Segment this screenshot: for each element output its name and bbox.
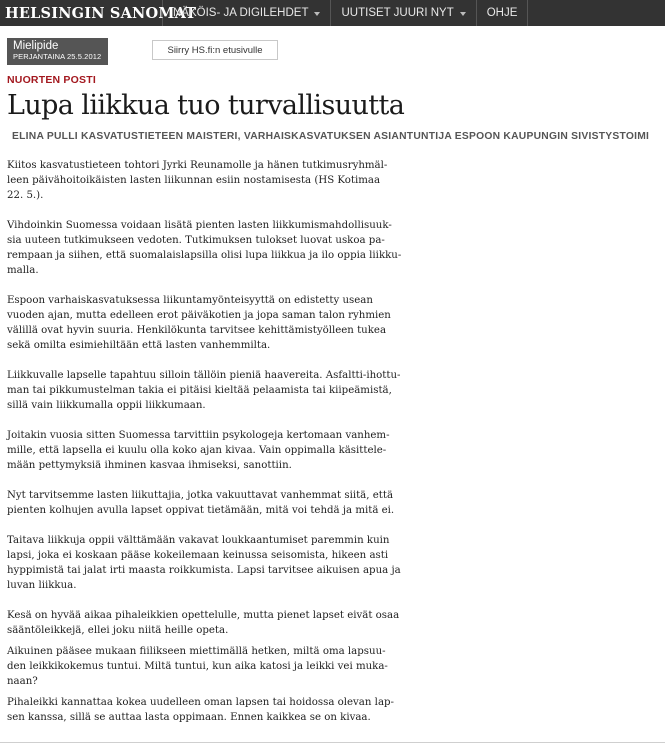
article-byline: ELINA PULLI KASVATUSTIETEEN MAISTERI, VARHAISKASVATUKSEN ASIANTUNTIJA ESPOON KAUPUNGIN SIVISTYSTOIMI [12, 131, 650, 142]
article-paragraph [7, 488, 395, 518]
article-category[interactable]: NUORTEN POSTI [7, 74, 96, 86]
paragraph-line: malla. [7, 265, 39, 276]
article-paragraph [7, 428, 391, 473]
page-title: Lupa liikkua tuo turvallisuutta [7, 90, 405, 121]
paragraph-line: Joitakin vuosia sitten Suomessa tarvittiin psykologeja kertomaan vanhem- [7, 430, 390, 441]
paragraph-line: Vihdoinkin Suomessa voidaan lisätä pienten lasten liikkumismahdollisuuk- [7, 220, 392, 231]
paragraph-line: mille, että lapsella ei kuulu olla koko ajan kivaa. Vain oppimalla käsittele- [7, 445, 387, 456]
paragraph-line: sääntöleikkejä, ellei joku niitä heille opeta. [7, 625, 229, 636]
article-paragraph [7, 533, 401, 593]
paragraph-line: Liikkuvalle lapselle tapahtuu silloin tällöin pieniä haavereita. Asfaltti-ihottu- [7, 370, 401, 381]
site-logo[interactable]: HELSINGIN SANOMAT [0, 0, 163, 26]
paragraph-line: Pihaleikki kannattaa kokea uudelleen oman lapsen tai hoidossa olevan lap- [7, 697, 394, 708]
paragraph-line: lapsi, joka ei koskaan pääse kokeilemaan keinussa seisomista, hikeen asti [7, 550, 389, 561]
paragraph-line: rempaan ja siihen, että suomalaislapsilla olisi lupa liikkua ja ilo oppia liikku- [7, 250, 402, 261]
section-date: PERJANTAINA 25.5.2012 [13, 52, 102, 61]
nav-item-label: OHJE [486, 7, 518, 19]
article-body [7, 158, 402, 740]
go-to-frontpage-button[interactable]: Siirry HS.fi:n etusivulle [152, 40, 278, 60]
section-name: Mielipide [13, 40, 59, 52]
paragraph-line: Kiitos kasvatustieteen tohtori Jyrki Reunamolle ja hänen tutkimusryhmäl- [7, 160, 388, 171]
article-paragraph [7, 644, 391, 689]
paragraph-line: vuoden ajan, mutta edelleen erot päiväkotien ja jopa saman talon ryhmien [7, 310, 391, 321]
paragraph-line: mään pettymyksiä ihminen kasvaa ihmiseksi, sanottiin. [7, 460, 292, 471]
paragraph-line: den leikkikokemus tuntui. Miltä tuntui, kun aika katosi ja leikki vei muka- [7, 661, 388, 672]
paragraph-line: naan? [7, 676, 38, 687]
paragraph-line: man tai pikkumustelman takia ei pitäisi kieltää pelaamista tai kiipeämistä, [7, 385, 392, 396]
paragraph-line: luvan liikkua. [7, 580, 77, 591]
nav-item-latest-news[interactable] [331, 0, 476, 26]
article-paragraph [7, 368, 401, 413]
paragraph-line: välillä ovat hyvin suuria. Henkilökunta tarvitsee kehittämistyölleen tukea [7, 325, 387, 336]
paragraph-line: Espoon varhaiskasvatuksessa liikuntamyönteisyyttä on edistetty usean [7, 295, 373, 306]
paragraph-line: sillä vain liikkumalla oppii liikkumaan. [7, 400, 206, 411]
paragraph-line: 22. 5.). [7, 190, 44, 201]
paragraph-line: leen päivähoitoikäisten lasten liikunnan esiin nostamisesta (HS Kotimaa [7, 175, 381, 186]
article-paragraph [7, 608, 400, 638]
paragraph-line: Taitava liikkuja oppii välttämään vakavat loukkaantumiset paremmin kuin [7, 535, 390, 546]
article-paragraph [7, 293, 391, 353]
article-paragraph [7, 695, 394, 725]
article-paragraph [7, 158, 391, 203]
paragraph-line: sekä omilta esimiehiltään että lasten vanhemmilta. [7, 340, 271, 351]
chevron-down-icon [314, 12, 320, 16]
paragraph-line: Kesä on hyvää aikaa pihaleikkien opettelulle, mutta pienet lapset eivät osaa [7, 610, 400, 621]
section-header [7, 38, 108, 65]
paragraph-line: hyppimistä tai jalat irti maasta roikkumista. Lapsi tarvitsee aikuisen apua ja [7, 565, 401, 576]
nav-item-help[interactable] [477, 0, 529, 26]
divider [0, 742, 665, 743]
paragraph-line: Nyt tarvitsemme lasten liikuttajia, jotka vakuuttavat vanhemmat siitä, että [7, 490, 394, 501]
paragraph-line: sia uuteen tutkimukseen vedoten. Tutkimuksen tulokset luovat uskoa pa- [7, 235, 385, 246]
nav-item-label: NÄKÖIS- JA DIGILEHDET [173, 7, 309, 19]
chevron-down-icon [460, 12, 466, 16]
nav-item-digital-editions[interactable] [163, 0, 331, 26]
nav-item-label: UUTISET JUURI NYT [341, 7, 454, 19]
paragraph-line: pienten kolhujen avulla lapset oppivat tietämään, mitä voi tehdä ja mitä ei. [7, 505, 395, 516]
top-navigation-bar [0, 0, 665, 26]
paragraph-line: Aikuinen pääsee mukaan fiilikseen miettimällä hetken, miltä oma lapsuu- [7, 646, 386, 657]
article-paragraph [7, 218, 402, 278]
paragraph-line: sen kanssa, sillä se auttaa lasta oppimaan. Ennen kaikkea se on kivaa. [7, 712, 371, 723]
